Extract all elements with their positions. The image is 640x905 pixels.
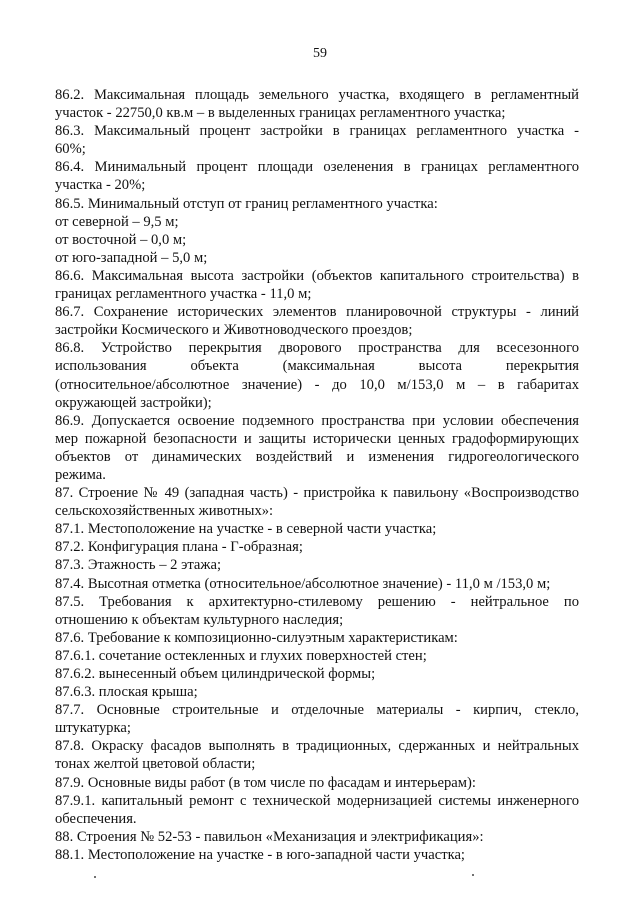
- document-body: [55, 86, 579, 864]
- scan-speck: [94, 876, 96, 878]
- page-number: 59: [313, 46, 327, 61]
- text-line: использования объекта (максимальная высота перекрытия: [55, 358, 579, 375]
- paragraph: [55, 538, 579, 556]
- paragraph: [55, 86, 579, 122]
- text-line: 86.6. Максимальная высота застройки (объектов капитального строительства) в: [55, 267, 579, 284]
- paragraph: [55, 249, 579, 267]
- paragraph: [55, 647, 579, 665]
- text-line: 87.2. Конфигурация плана - Г-образная;: [55, 539, 303, 556]
- text-line: от восточной – 0,0 м;: [55, 231, 187, 248]
- text-line: сельскохозяйственных животных»:: [55, 503, 274, 520]
- paragraph: [55, 593, 579, 629]
- text-line: 86.7. Сохранение исторических элементов планировочной структуры - линий: [55, 304, 579, 321]
- paragraph: [55, 231, 579, 249]
- text-line: (относительное/абсолютное значение) - до 10,0 м/153,0 м – в габаритах: [55, 376, 579, 393]
- text-line: 87.6.3. плоская крыша;: [55, 684, 198, 701]
- text-line: 86.8. Устройство перекрытия дворового пространства для всесезонного: [55, 340, 579, 357]
- text-line: 87. Строение № 49 (западная часть) - пристройка к павильону «Воспроизводство: [55, 485, 579, 502]
- scan-speck: [472, 874, 474, 876]
- paragraph: [55, 575, 579, 593]
- text-line: 86.2. Максимальная площадь земельного участка, входящего в регламентный: [55, 87, 579, 103]
- text-line: от северной – 9,5 м;: [55, 213, 179, 230]
- text-line: 87.9.1. капитальный ремонт с технической модернизацией системы инженерного: [55, 792, 579, 809]
- text-line: участок - 22750,0 кв.м – в выделенных границах регламентного участка;: [55, 105, 506, 122]
- text-line: 88. Строения № 52-53 - павильон «Механизация и электрификация»:: [55, 828, 484, 845]
- paragraph: [55, 774, 579, 792]
- paragraph: [55, 267, 579, 303]
- paragraph: [55, 665, 579, 683]
- paragraph: [55, 846, 579, 864]
- text-line: окружающей застройки);: [55, 394, 212, 411]
- text-line: 87.7. Основные строительные и отделочные материалы - кирпич, стекло,: [55, 702, 579, 719]
- paragraph: [55, 737, 579, 773]
- text-line: 87.6.1. сочетание остекленных и глухих поверхностей стен;: [55, 647, 427, 664]
- text-line: границах регламентного участка - 11,0 м;: [55, 286, 312, 303]
- text-line: 88.1. Местоположение на участке - в юго-западной части участка;: [55, 846, 465, 863]
- paragraph: [55, 520, 579, 538]
- paragraph: [55, 339, 579, 411]
- paragraph: [55, 195, 579, 213]
- paragraph: [55, 556, 579, 574]
- text-line: участка - 20%;: [55, 177, 146, 194]
- text-line: застройки Космического и Животноводческого проездов;: [55, 322, 413, 339]
- text-line: 87.1. Местоположение на участке - в северной части участка;: [55, 521, 437, 538]
- text-line: 87.9. Основные виды работ (в том числе по фасадам и интерьерам):: [55, 774, 476, 791]
- paragraph: [55, 122, 579, 158]
- paragraph: [55, 303, 579, 339]
- paragraph: [55, 701, 579, 737]
- text-line: 87.6.2. вынесенный объем цилиндрической формы;: [55, 666, 376, 682]
- text-line: объектов от динамических воздействий и изменения гидрогеологического: [55, 448, 579, 465]
- paragraph: [55, 484, 579, 520]
- text-line: обеспечения.: [55, 810, 137, 827]
- text-line: от юго-западной – 5,0 м;: [55, 249, 208, 266]
- text-line: режима.: [55, 466, 106, 483]
- text-line: 86.5. Минимальный отступ от границ регламентного участка:: [55, 195, 438, 212]
- paragraph: [55, 412, 579, 484]
- paragraph: [55, 629, 579, 647]
- text-line: тонах желтой цветовой области;: [55, 756, 256, 773]
- text-line: 87.4. Высотная отметка (относительное/абсолютное значение) - 11,0 м /153,0 м;: [55, 575, 551, 592]
- text-line: 86.4. Минимальный процент площади озеленения в границах регламентного: [55, 159, 579, 176]
- text-line: 86.9. Допускается освоение подземного пространства при условии обеспечения: [55, 412, 579, 429]
- paragraph: [55, 792, 579, 828]
- text-line: 86.3. Максимальный процент застройки в границах регламентного участка -: [55, 123, 579, 140]
- text-line: мер пожарной безопасности и защиты исторически ценных градоформирующих: [55, 430, 579, 447]
- paragraph: [55, 158, 579, 194]
- paragraph: [55, 213, 579, 231]
- paragraph: [55, 828, 579, 846]
- text-line: 60%;: [55, 141, 86, 158]
- text-line: штукатурка;: [55, 720, 131, 737]
- text-line: 87.3. Этажность – 2 этажа;: [55, 557, 222, 574]
- paragraph: [55, 683, 579, 701]
- text-line: 87.5. Требования к архитектурно-стилевому решению - нейтральное по: [55, 593, 579, 610]
- text-line: 87.6. Требование к композиционно-силуэтным характеристикам:: [55, 629, 458, 646]
- text-line: отношению к объектам культурного наследия;: [55, 611, 344, 628]
- text-line: 87.8. Окраску фасадов выполнять в традиционных, сдержанных и нейтральных: [55, 738, 579, 755]
